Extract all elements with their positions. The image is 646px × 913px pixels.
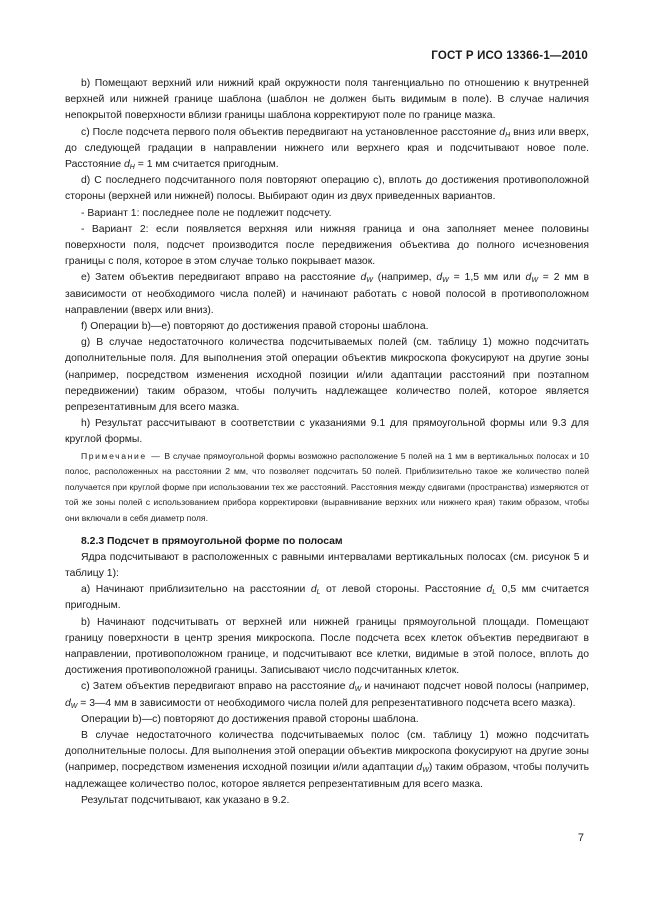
paragraph-variant-2: - Вариант 2: если появляется верхняя или нижняя граница и она заполняет менее половины поверхности поля, подсчет производится после передвижения объектива до полного исчезновения границы с поля, которое в этом случае только покрывает мазок. — [65, 223, 589, 268]
paragraph-strip-additional: В случае недостаточного количества подсчитываемых полос (см. таблицу 1) можно подсчитать дополнительные полосы. Для выполнения этой операции объектив микроскопа фокусируют на другие зоны (например, посредством изменения исходной позиции и/или адаптации $d_W$) таким образом, чтобы получить надлежащее количество полос, которое является репрезентативным для всего мазка. — [65, 730, 589, 790]
paragraph-b: b) Помещают верхний или нижний край окружности поля тангенциально по отношению к внутренней верхней или нижней границе шаблона (шаблон не должен быть видимым в поле). В случае наличия непокрытой поверхности вблизи границы шаблона корректируют поле по границе мазка. — [65, 78, 589, 122]
paragraph-c: c) После подсчета первого поля объектив передвигают на установленное расстояние $d_H$ вниз или вверх, до следующей градации в направлении нижнего или верхнего края и подсчитывают новое поле. Расстояние $d_H = 1$ мм считается пригодным. — [65, 126, 590, 172]
paragraph-g: g) В случае недостаточного количества подсчитываемых полей (см. таблицу 1) можно подсчитать дополнительные поля. Для выполнения этой операции объектив микроскопа фокусируют на другие зоны (например, посредством изменения исходной позиции и/или адаптации расстояний при поэтапном передвижении) таким образом, чтобы получить надлежащее количество полей, которое является репрезентативным для всего мазка. — [65, 337, 589, 414]
document-body — [65, 76, 589, 809]
paragraph-d: d) С последнего подсчитанного поля повторяют операцию с), вплоть до достижения противоположной стороны (верхней или нижней) полосы. Выбирают один из двух приведенных вариантов. — [65, 175, 589, 203]
paragraph-strip-c: c) Затем объектив передвигают вправо на расстояние $d_W$ и начинают подсчет новой полосы (например, $d_W$ = 3—4 мм в зависимости от необходимого числа полей для репрезентативного подсчета всего мазка). — [65, 681, 589, 710]
document-header: ГОСТ Р ИСО 13366-1—2010 — [431, 50, 588, 62]
paragraph-strip-result: Результат подсчитывают, как указано в 9.2. — [81, 794, 290, 806]
section-heading-8-2-3: 8.2.3 Подсчет в прямоугольной форме по полосам — [81, 535, 343, 547]
paragraph-f: f) Операции b)—e) повторяют до достижения правой стороны шаблона. — [81, 321, 429, 333]
paragraph-intro-strips: Ядра подсчитывают в расположенных с равными интервалами вертикальных полосах (см. рисунок 5 и таблицу 1): — [65, 551, 589, 580]
note-text: В случае прямоугольной формы возможно расположение 5 полей на 1 мм в вертикальных полосах и 10 полос, расположенных на расстоянии 2 мм, что позволяет подсчитать 50 полей. Приблизительно такое же количество полей получается при круглой форме при использовании тех же расстояний. Расстояния между сдвигами (пространства) измеряются от той же зоны полей с использованием прибора корректировки (выравнивание верхних или нижнего края) таким образом, чтобы они включали в себя диаметр поля. — [65, 450, 589, 524]
page-number: 7 — [577, 832, 584, 844]
note-label: Примечание — — [81, 450, 162, 461]
paragraph-strip-a: a) Начинают приблизительно на расстоянии $d_L$ от левой стороны. Расстояние $d_L$ 0,5 мм считается пригодным. — [65, 584, 589, 612]
paragraph-h: h) Результат рассчитывают в соответствии с указаниями 9.1 для прямоугольной формы или 9.3 для круглой формы. — [65, 418, 589, 446]
note-paragraph — [65, 449, 589, 527]
paragraph-strip-b: b) Начинают подсчитывать от верхней или нижней границы прямоугольной площади. Помещают границу поверхности в центр зрения микроскопа. После подсчета всех клеток объектив передвигают в направлении, противоположном границе, и подсчитывают все клетки, видимые в этой полосе, вплоть до достижения противоположной границы. Записывают число подсчитанных клеток. — [65, 616, 589, 677]
paragraph-e: e) Затем объектив передвигают вправо на расстояние $d_W$ (например, $d_W = 1,5$ мм или $d_W = 2$ мм в зависимости от необходимого числа полей) и начинают работать с новой полосой в противоположном направлении (вверх или вниз). — [65, 272, 589, 316]
paragraph-variant-1: - Вариант 1: последнее поле не подлежит подсчету. — [81, 207, 332, 219]
paragraph-strip-repeat: Операции b)—c) повторяют до достижения правой стороны шаблона. — [81, 713, 419, 725]
